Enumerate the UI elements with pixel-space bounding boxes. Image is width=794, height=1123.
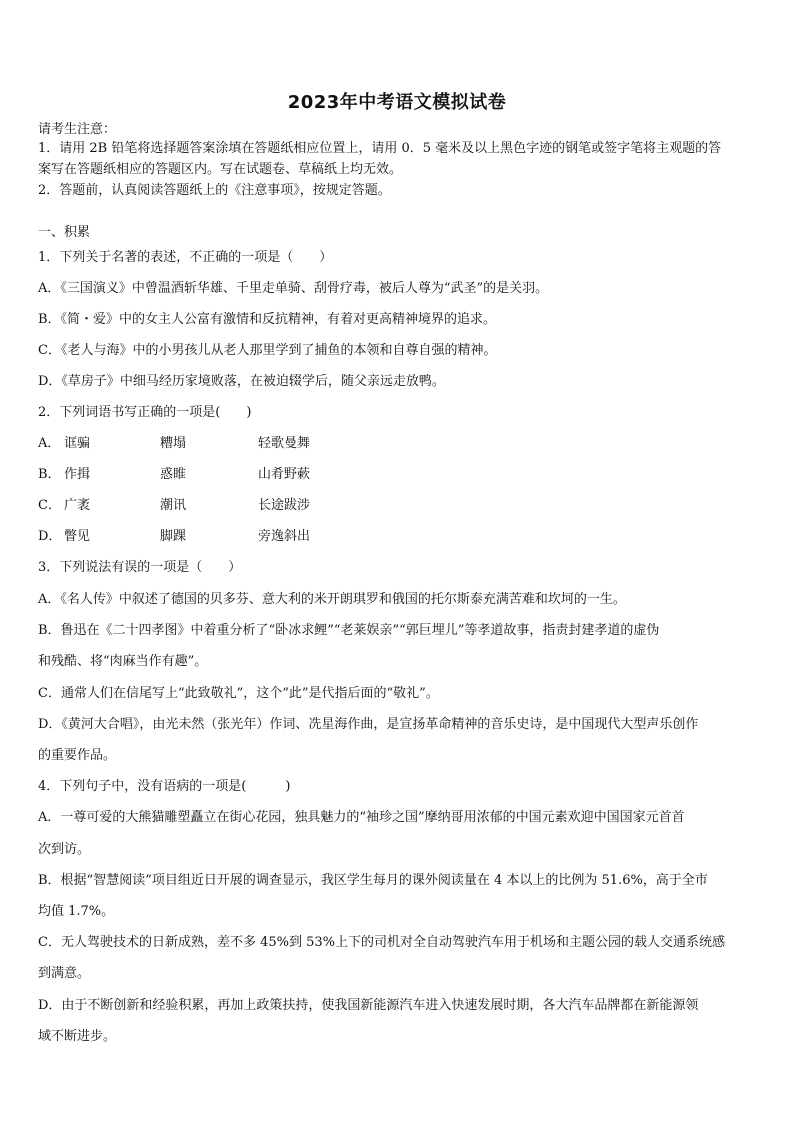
- question-3-line: A．《名人传》中叙述了德国的贝多芬、意大利的米开朗琪罗和俄国的托尔斯泰充满苦难和坎坷的一生。: [38, 592, 626, 607]
- option-word: 轻歌曼舞: [258, 436, 311, 451]
- question-4-line: 均值 1.7%。: [38, 904, 115, 919]
- question-2-stem: 2．下列词语书写正确的一项是( ): [38, 405, 252, 420]
- option-word: 脚踝: [160, 529, 187, 544]
- question-4-line: A．一尊可爱的大熊猫雕塑矗立在街心花园，独具魅力的“袖珍之国”摩纳哥用浓郁的中国元素欢迎中国国家元首首: [38, 810, 685, 825]
- option-word: 瞥见: [64, 529, 91, 544]
- question-4-line: 域不断进步。: [38, 1029, 117, 1044]
- question-1-option-d: D．《草房子》中细马经历家境败落，在被迫辍学后，随父亲远走放鸭。: [38, 374, 445, 389]
- notice-line: 案写在答题纸相应的答题区内。写在试题卷、草稿纸上均无效。: [38, 162, 403, 177]
- question-4-line: B．根据“智慧阅读”项目组近日开展的调查显示，我区学生每月的课外阅读量在 4 本以上的比例为 51.6%，高于全市: [38, 873, 708, 888]
- notice-line: 2．答题前，认真阅读答题纸上的《注意事项》，按规定答题。: [38, 183, 391, 198]
- option-word: 糟塌: [160, 436, 187, 451]
- question-1-option-b: B．《简・爱》中的女主人公富有激情和反抗精神，有着对更高精神境界的追求。: [38, 312, 497, 327]
- option-word: 作揖: [64, 467, 91, 482]
- option-label: C．: [38, 498, 61, 513]
- question-1-stem: 1．下列关于名著的表述，不正确的一项是（ ）: [38, 250, 333, 265]
- question-4-line: 到满意。: [38, 966, 91, 981]
- question-3-line: 的重要作品。: [38, 748, 117, 763]
- option-word: 潮讯: [160, 498, 187, 513]
- question-4-stem: 4．下列句子中，没有语病的一项是( ): [38, 779, 291, 794]
- option-word: 旁逸斜出: [258, 529, 311, 544]
- option-label: A．: [38, 436, 61, 451]
- option-word: 广袤: [64, 498, 91, 513]
- option-word: 惑睢: [160, 467, 187, 482]
- section-heading: 一、积累: [38, 225, 91, 240]
- option-word: 山肴野蔌: [258, 467, 311, 482]
- option-label: D．: [38, 529, 62, 544]
- question-3-line: 和残酷、将“肉麻当作有趣”。: [38, 654, 208, 669]
- question-4-line: 次到访。: [38, 842, 91, 857]
- notice-line: 1．请用 2B 铅笔将选择题答案涂填在答题纸相应位置上，请用 0．5 毫米及以上黑色字迹的钢笔或签字笔将主观题的答: [38, 141, 722, 156]
- question-3-line: B．鲁迅在《二十四孝图》中着重分析了“卧冰求鲤”“老莱娱亲”“郭巨埋儿”等孝道故事，指责封建孝道的虚伪: [38, 623, 660, 638]
- question-4-line: C．无人驾驶技术的日新成熟，差不多 45%到 53%上下的司机对全自动驾驶汽车用于机场和主题公园的载人交通系统感: [38, 935, 726, 950]
- question-3-line: C．通常人们在信尾写上“此致敬礼”，这个“此”是代指后面的“敬礼”。: [38, 686, 439, 701]
- page-title: 2023年中考语文模拟试卷: [287, 92, 507, 113]
- option-word: 长途跋涉: [258, 498, 311, 513]
- question-3-line: D．《黄河大合唱》，由光未然（张光年）作词、冼星海作曲，是宣扬革命精神的音乐史诗，是中国现代大型声乐创作: [38, 717, 699, 732]
- question-1-option-c: C．《老人与海》中的小男孩儿从老人那里学到了捕鱼的本领和自尊自强的精神。: [38, 343, 497, 358]
- question-3-stem: 3．下列说法有误的一项是（ ）: [38, 560, 242, 575]
- notice-heading: 请考生注意：: [38, 122, 117, 137]
- question-4-line: D．由于不断创新和经验积累，再加上政策扶持，使我国新能源汽车进入快速发展时期，各大汽车品牌都在新能源领: [38, 998, 699, 1013]
- option-label: B．: [38, 467, 61, 482]
- question-1-option-a: A．《三国演义》中曾温酒斩华雄、千里走单骑、刮骨疗毒，被后人尊为“武圣”的是关羽。: [38, 281, 549, 296]
- option-word: 诓骗: [64, 436, 91, 451]
